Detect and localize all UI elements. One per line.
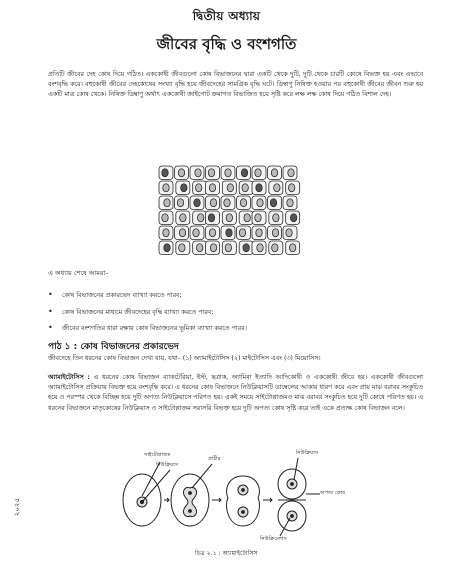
tissue-cell-nucleus xyxy=(244,214,250,222)
learning-outcomes-intro: এ অধ্যায় শেষে আমরা– xyxy=(48,269,109,277)
tissue-cell-nucleus xyxy=(177,199,183,207)
tissue-cell-nucleus xyxy=(164,244,170,252)
tissue-cell-nucleus xyxy=(208,214,214,222)
tissue-cell-nucleus xyxy=(227,184,233,192)
tissue-cell-nucleus xyxy=(241,169,247,177)
tissue-cell-nucleus xyxy=(287,199,293,207)
tissue-cell-nucleus xyxy=(257,244,263,252)
tissue-cell-nucleus xyxy=(272,244,278,252)
page-number: ২০২৫ xyxy=(13,498,21,517)
tissue-cell-nucleus xyxy=(164,199,170,207)
tissue-cell-nucleus xyxy=(239,229,245,237)
tissue-cell-nucleus xyxy=(197,214,203,222)
page-title: জীবের বৃদ্ধি ও বংশগতি xyxy=(156,35,297,53)
tissue-cell-nucleus xyxy=(242,184,248,192)
tissue-cell-nucleus xyxy=(209,229,215,237)
label-nucleus: নিউক্লিয়াস xyxy=(156,462,179,468)
intro-paragraph: প্রতিটি জীবের দেহ কোষ দিয়ে গঠিত। এককোষী জীবগুলো কোষ বিভাজনের দ্বারা একটি থেকে দুটি, দুটি থেকে চারটি কোষে বিভক্ত হয় এবং এভাবে বংশবৃদ্ধি করে। বহুকোষী জীবের দেহকোষের সংখ্যা বৃদ্ধি হয়ে জীবদেহের সামগ্রিক বৃদ্ধি ঘটে। ডিম্বাণু নিষিক্ত হওয়ার পর বহুকোষী জীবের জীবন শুরু হয় একটি মাত্র কোষ থেকে। নিষিক্ত ডিম্বাণু অর্থাৎ এককোষী জাইগোট ক্রমাগত বিভাজিত হয়ে সৃষ্টি করে লক্ষ লক্ষ কোষ দিয়ে গঠিত বিশাল দেহ। xyxy=(48,71,423,99)
figure-caption: চিত্র ২.১ : অ্যামাইটোসিস xyxy=(195,550,258,557)
tissue-cell-nucleus xyxy=(290,214,296,222)
tissue-cell-nucleus xyxy=(178,169,184,177)
label-daughter-cell: অপত্য কোষ xyxy=(320,490,346,496)
tissue-cell-nucleus xyxy=(209,184,215,192)
label-wall: প্রাচীর xyxy=(208,456,221,462)
tissue-cell-nucleus xyxy=(179,229,185,237)
bullet-icon: • xyxy=(48,290,53,299)
tissue-cell-nucleus xyxy=(288,169,294,177)
chapter-label: দ্বিতীয় অধ্যায় xyxy=(192,9,261,23)
tissue-cell-nucleus xyxy=(195,169,201,177)
tissue-cell-nucleus xyxy=(193,229,199,237)
tissue-cell-nucleus xyxy=(273,214,279,222)
tissue-cell-nucleus xyxy=(257,199,263,207)
lesson-heading: পাঠ ১ : কোষ বিভাজনের প্রকারভেদ xyxy=(48,342,179,352)
amitosis-paragraph: অ্যামাইটোসিস : এ ধরনের কোষ বিভাজন ব্যাকটেরিয়া, ইস্ট, ছত্রাক, অ্যামিবা ইত্যাদি আদিকোষী ও এককোষী জীবে হয়। এককোষী জীবগুলো অ্যামাইটোসিস প্রক্রিয়ায় বিভক্ত হয়ে বংশবৃদ্ধি করে। এ ধরনের কোষ বিভাজনে নিউক্লিয়াসটি ডাম্বেলের আকার ধারণ করে এবং প্রায় মাঝ বরাবর সংকুচিত হয়ে ও পরস্পর থেকে বিচ্ছিন্ন হয়ে দুটি অপত্য নিউক্লিয়াসে পরিণত হয়। একই সময়ে সাইটোপ্লাজমও মাঝ বরাবর সংকুচিত হয়ে দুটি কোষে পরিণত হয়। এ ধরনের বিভাজনে মাতৃকোষের নিউক্লিয়াস ও সাইটোপ্লাজম সরাসরি বিভক্ত হয়ে দুটি অপত্য কোষ সৃষ্টি করে তাই একে প্রত্যক্ষ কোষ বিভাজন বলে। xyxy=(48,374,423,412)
tissue-cell-nucleus xyxy=(270,199,276,207)
tissue-cell-nucleus xyxy=(224,199,230,207)
tissue-cell-nucleus xyxy=(225,169,231,177)
learning-outcome-item: • কোষ বিভাজনের প্রকারভেদ ব্যাখ্যা করতে পারব; xyxy=(48,290,182,299)
tissue-cell-nucleus xyxy=(271,169,277,177)
tissue-cell-nucleus xyxy=(196,244,202,252)
tissue-cell-nucleus xyxy=(208,169,214,177)
cell-tissue-illustration xyxy=(155,162,305,260)
amitosis-term: অ্যামাইটোসিস : xyxy=(48,374,90,381)
tissue-cell-nucleus xyxy=(274,184,280,192)
tissue-cell-nucleus xyxy=(162,214,168,222)
tissue-cell-nucleus xyxy=(288,184,294,192)
tissue-cell-nucleus xyxy=(181,184,187,192)
tissue-cell-nucleus xyxy=(256,184,262,192)
tissue-cell-nucleus xyxy=(256,229,262,237)
amitosis-figure xyxy=(120,448,350,546)
tissue-cell-nucleus xyxy=(163,229,169,237)
tissue-cell-nucleus xyxy=(179,244,185,252)
bullet-icon: • xyxy=(48,323,53,332)
tissue-cell-nucleus xyxy=(195,184,201,192)
amitosis-diagram xyxy=(120,448,350,546)
tissue-cell-nucleus xyxy=(162,169,168,177)
tissue-cell-nucleus xyxy=(225,244,231,252)
tissue-cell-nucleus xyxy=(210,199,216,207)
learning-outcome-item: • কোষ বিভাজনের মাধ্যমে জীবদেহের বৃদ্ধি ব্যাখ্যা করতে পারব; xyxy=(48,307,214,316)
division-types-paragraph: জীবদেহে তিন ধরনের কোষ বিভাজন দেখা যায়, যথা– (১) অ্যামাইটোসিস (২) মাইটোসিস এবং (৩) মিয়োসিস। xyxy=(48,355,321,362)
learning-outcome-item: • জীবের বংশগতির ধারা রক্ষায় কোষ বিভাজনের ভূমিকা ব্যাখ্যা করতে পারব। xyxy=(48,323,247,332)
tissue-cell-nucleus xyxy=(226,214,232,222)
tissue-cell-nucleus xyxy=(255,169,261,177)
tissue-cell-nucleus xyxy=(255,214,261,222)
tissue-cell-nucleus xyxy=(286,229,292,237)
bullet-icon: • xyxy=(48,307,53,316)
tissue-cell-nucleus xyxy=(180,214,186,222)
label-cytoplasm: সাইটোপ্লাজম xyxy=(144,452,171,458)
tissue-cell-nucleus xyxy=(289,244,295,252)
tissue-cell-nucleus xyxy=(226,229,232,237)
tissue-cell-nucleus xyxy=(210,244,216,252)
tissue-cell-nucleus xyxy=(163,184,169,192)
label-nucleus-right: নিউক্লিয়াস xyxy=(296,450,319,456)
tissue-cell-nucleus xyxy=(194,199,200,207)
tissue-cell-nucleus xyxy=(272,229,278,237)
label-nucleolus: নিউক্লিওলাস xyxy=(260,536,287,542)
tissue-cell-nucleus xyxy=(243,244,249,252)
tissue-cell-nucleus xyxy=(240,199,246,207)
